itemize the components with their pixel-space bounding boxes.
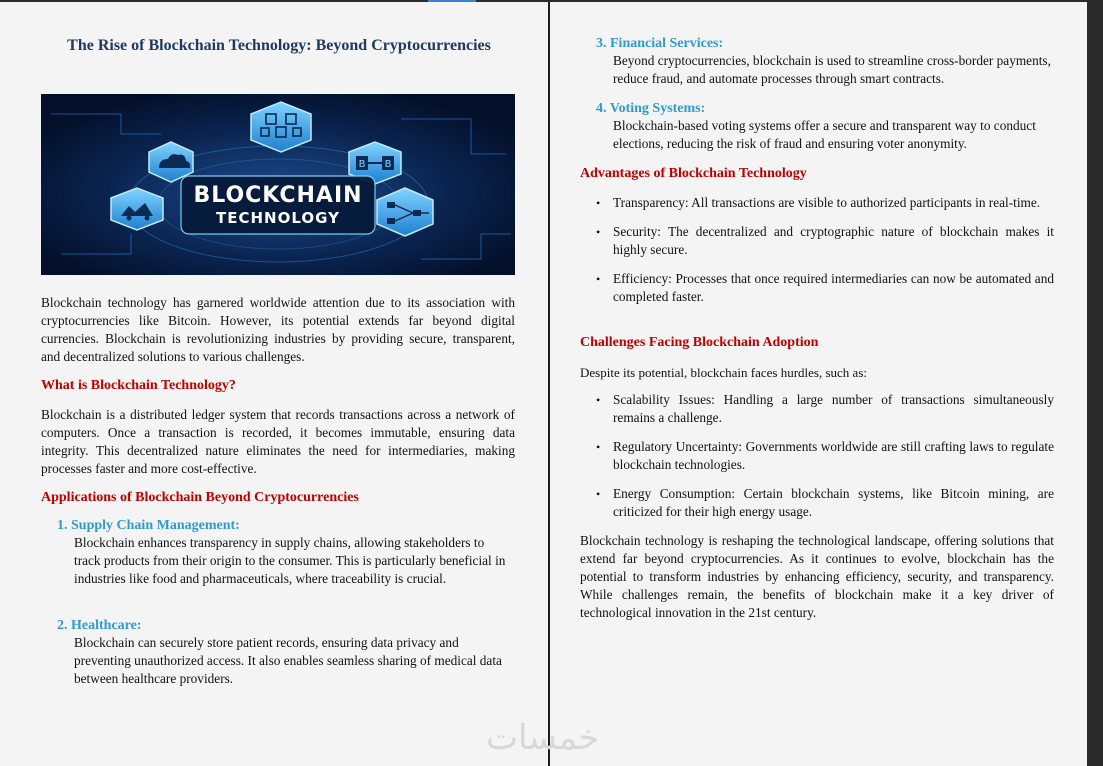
list-item [596, 101, 1056, 153]
application-item-title: 3. Financial Services: [596, 36, 724, 51]
list-item: • Security: The decentralized and cryptographic nature of blockchain makes it highly secure. [580, 223, 1054, 259]
list-item: • Transparency: All transactions are visible to authorized participants in real-time. [580, 194, 1054, 212]
watermark-logo: خمسات [486, 718, 600, 758]
mining-cart-icon [111, 188, 163, 230]
what-is-paragraph: Blockchain is a distributed ledger system that records transactions across a network of computers. Once a transaction is recorded, it becomes immutable, ensuring data integrity. This decentralized nature eliminates the need for intermediaries, making processes faster and more cost-effective. [41, 407, 515, 476]
list-item: • Energy Consumption: Certain blockchain systems, like Bitcoin mining, are criticized for their high energy usage. [580, 485, 1054, 521]
application-item-title: 4. Voting Systems: [596, 101, 706, 116]
svg-text:B: B [384, 159, 392, 170]
list-item [596, 36, 1056, 88]
applications-heading: Applications of Blockchain Beyond Cryptocurrencies [41, 490, 359, 505]
challenges-heading: Challenges Facing Blockchain Adoption [580, 335, 819, 350]
list-item [57, 518, 512, 588]
list-item: • Efficiency: Processes that once required intermediaries can now be automated and completed faster. [580, 270, 1054, 306]
hero-title-line2: TECHNOLOGY [216, 209, 340, 227]
svg-text:B: B [358, 159, 366, 170]
viewer-scroll-gutter [1087, 2, 1103, 766]
application-item-text: Blockchain can securely store patient records, ensuring data privacy and preventing unauthorized access. It also enables seamless sharing of medical data between healthcare providers. [74, 635, 502, 686]
application-item-title: 1. Supply Chain Management: [57, 518, 240, 533]
blockchain-illustration [41, 94, 515, 275]
application-item-text: Blockchain-based voting systems offer a secure and transparent way to conduct elections, reducing the risk of fraud and ensuring voter anonymity. [613, 118, 1036, 151]
what-is-heading: What is Blockchain Technology? [41, 378, 236, 393]
blockchain-hero-image [41, 94, 515, 275]
list-item: • Scalability Issues: Handling a large number of transactions simultaneously remains a challenge. [580, 391, 1054, 427]
conclusion-paragraph: Blockchain technology is reshaping the technological landscape, offering solutions that extend far beyond cryptocurrencies. As it continues to evolve, blockchain has the potential to transform industries by enhancing efficiency, security, and transparency. While challenges remain, the benefits of blockchain make it a key driver of technological innovation in the 21st century. [580, 533, 1054, 620]
document-page-left [0, 2, 548, 766]
application-item-text: Blockchain enhances transparency in supply chains, allowing stakeholders to track products from their origin to the consumer. This is particularly beneficial in industries like food and pharmaceuticals, where traceability is crucial. [74, 535, 506, 586]
advantages-heading: Advantages of Blockchain Technology [580, 166, 807, 181]
list-item: • Regulatory Uncertainty: Governments worldwide are still crafting laws to regulate blockchain technologies. [580, 438, 1054, 474]
challenges-list [580, 391, 1054, 521]
advantages-list [580, 194, 1054, 306]
application-item-text: Beyond cryptocurrencies, blockchain is used to streamline cross-border payments, reduce fraud, and automate processes through smart contracts. [613, 53, 1051, 86]
hero-title-line1: BLOCKCHAIN [193, 183, 363, 208]
document-page-right [550, 2, 1087, 766]
list-item [57, 618, 517, 688]
intro-paragraph: Blockchain technology has garnered worldwide attention due to its association with cryptocurrencies like Bitcoin. However, its potential extends far beyond digital currencies. Blockchain is revolutionizing industries by providing secure, transparent, and decentralized solutions to various challenges. [41, 295, 515, 364]
document-title: The Rise of Blockchain Technology: Beyond Cryptocurrencies [67, 37, 491, 54]
challenges-intro: Despite its potential, blockchain faces hurdles, such as: [580, 365, 868, 380]
application-item-title: 2. Healthcare: [57, 618, 142, 633]
